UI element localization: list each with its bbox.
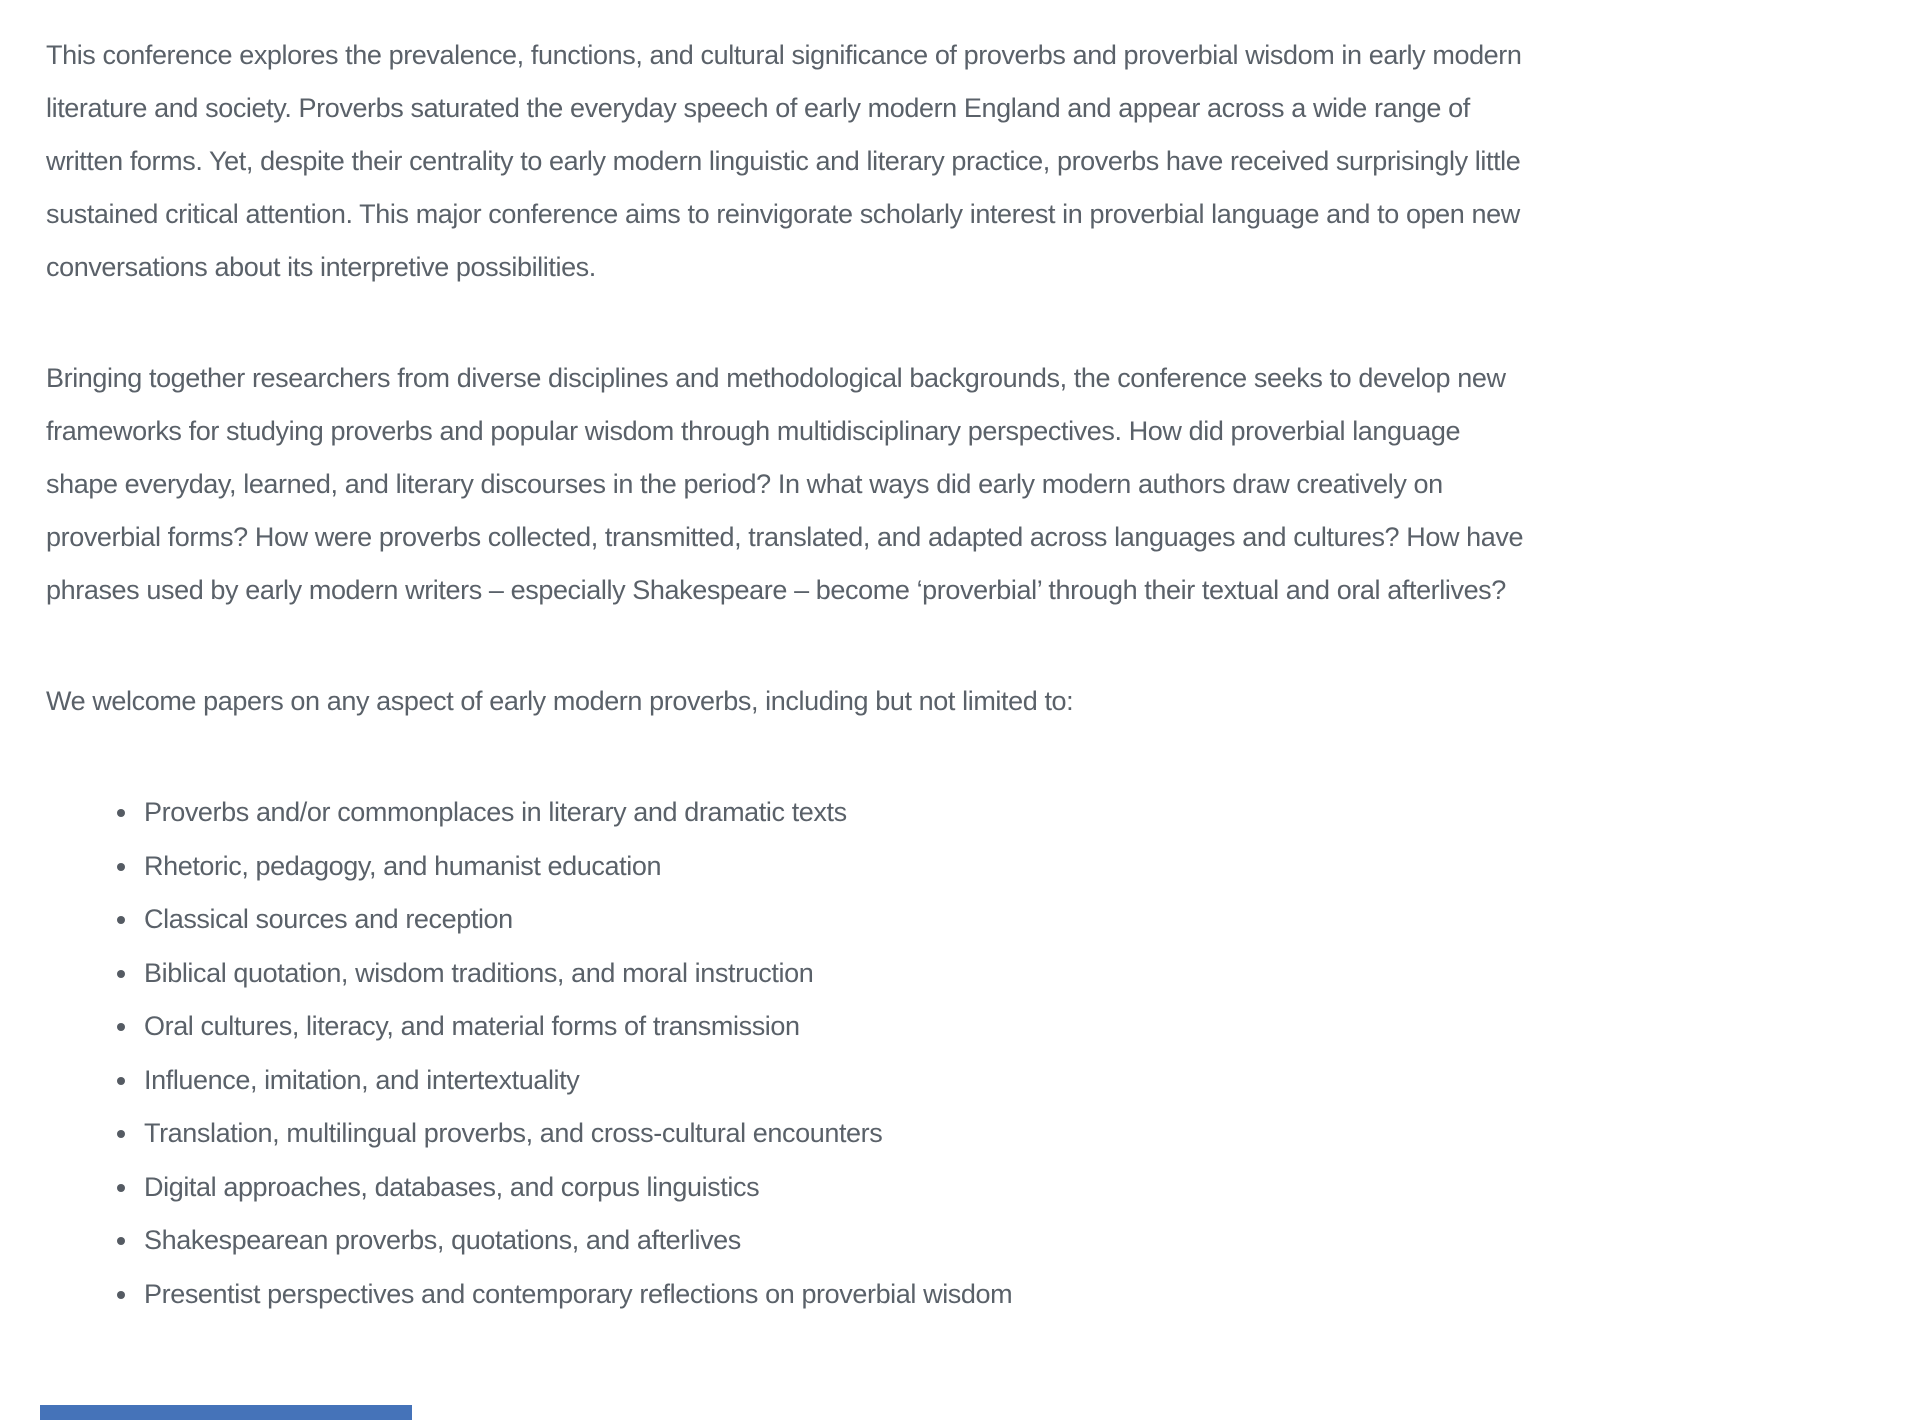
bullet-icon xyxy=(117,863,125,871)
list-item xyxy=(46,840,1536,894)
call-for-papers-intro: We welcome papers on any aspect of early modern proverbs, including but not limited to: xyxy=(46,686,1074,716)
bullet-icon xyxy=(117,970,125,978)
list-item xyxy=(46,1000,1536,1054)
bullet-icon xyxy=(117,1077,125,1085)
topics-list xyxy=(46,786,1536,1321)
list-item xyxy=(46,1268,1536,1322)
topic-label: Oral cultures, literacy, and material forms of transmission xyxy=(144,1011,800,1041)
topic-label: Digital approaches, databases, and corpus linguistics xyxy=(144,1171,760,1202)
topic-label: Proverbs and/or commonplaces in literary and dramatic texts xyxy=(144,797,847,827)
conference-aims-paragraph: Bringing together researchers from diverse disciplines and methodological backgrounds, the conference seeks to develop new frameworks for studying proverbs and popular wisdom through multidisciplinary perspectives. How did proverbial language shape everyday, learned, and literary discourses in the period? In what ways did early modern authors draw creatively on proverbial forms? How were proverbs collected, transmitted, translated, and adapted across languages and cultures? How have phrases used by early modern writers – especially Shakespeare – become ‘proverbial’ through their textual and oral afterlives? xyxy=(46,363,1524,605)
conference-overview-paragraph: This conference explores the prevalence, functions, and cultural significance of proverbs and proverbial wisdom in early modern literature and society. Proverbs saturated the everyday speech of early modern England and appear across a wide range of written forms. Yet, despite their centrality to early modern linguistic and literary practice, proverbs have received surprisingly little sustained critical attention. This major conference aims to reinvigorate scholarly interest in proverbial language and to open new conversations about its interpretive possibilities. xyxy=(46,40,1522,282)
bullet-icon xyxy=(117,1184,125,1192)
bullet-icon xyxy=(117,1130,125,1138)
list-item xyxy=(46,1107,1536,1161)
topic-label: Translation, multilingual proverbs, and cross-cultural encounters xyxy=(144,1118,883,1148)
list-item xyxy=(46,947,1536,1001)
bullet-icon xyxy=(117,1023,125,1031)
topic-label: Influence, imitation, and intertextuality xyxy=(144,1064,580,1095)
list-item xyxy=(46,1054,1536,1108)
topic-label: Rhetoric, pedagogy, and humanist education xyxy=(144,850,662,881)
list-item xyxy=(46,1214,1536,1268)
topic-label: Classical sources and reception xyxy=(144,904,513,934)
list-item xyxy=(46,1161,1536,1215)
topic-label: Shakespearean proverbs, quotations, and afterlives xyxy=(144,1225,741,1255)
list-item xyxy=(46,786,1536,840)
list-item xyxy=(46,893,1536,947)
bullet-icon xyxy=(117,916,125,924)
topic-label: Presentist perspectives and contemporary reflections on proverbial wisdom xyxy=(144,1278,1013,1309)
bullet-icon xyxy=(117,1291,125,1299)
bullet-icon xyxy=(117,1237,125,1245)
topic-label: Biblical quotation, wisdom traditions, and moral instruction xyxy=(144,957,814,988)
partially-visible-blue-element xyxy=(40,1405,412,1420)
bullet-icon xyxy=(117,809,125,817)
